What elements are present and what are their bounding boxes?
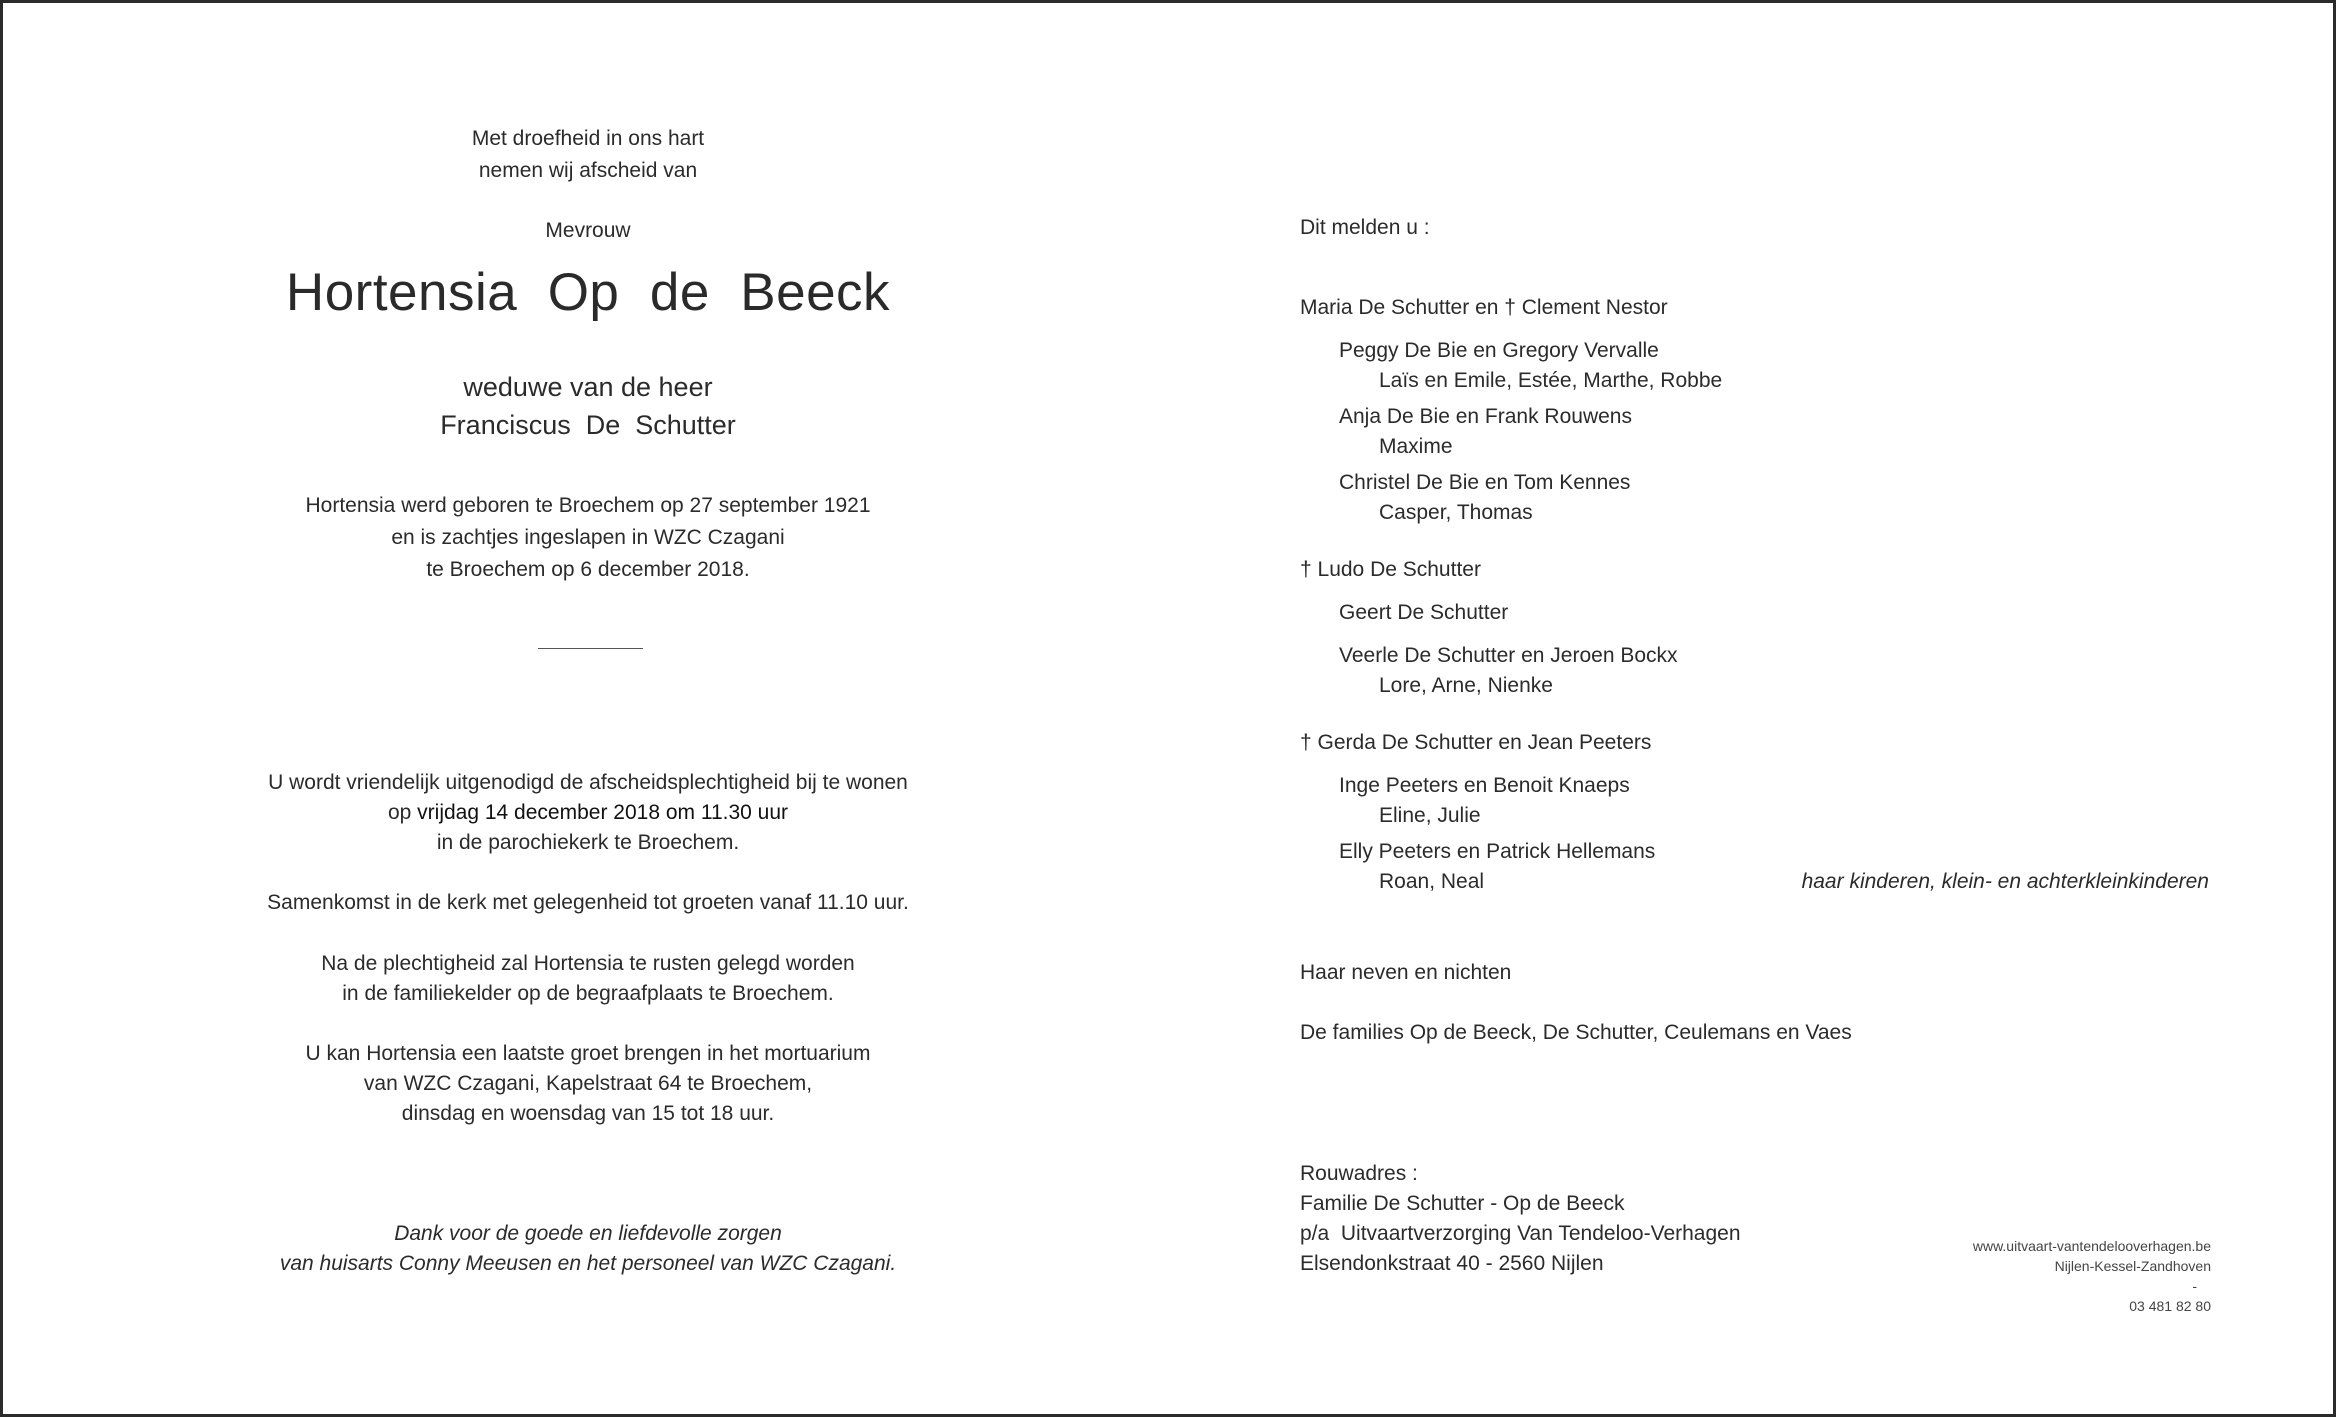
family-branch-2: † Ludo De Schutter xyxy=(1300,558,1481,581)
birth-death-line-2: en is zachtjes ingeslapen in WZC Czagani xyxy=(391,526,785,549)
salutation: Mevrouw xyxy=(545,219,631,242)
visitation-line-3: dinsdag en woensdag van 15 tot 18 uur. xyxy=(401,1102,775,1125)
widow-line: weduwe van de heer xyxy=(463,372,713,402)
family-b2-child-2: Veerle De Schutter en Jeroen Bockx xyxy=(1339,644,1678,667)
undertaker-locations: Nijlen-Kessel-Zandhoven xyxy=(2054,1258,2211,1274)
relatives-line: Haar neven en nichten xyxy=(1300,961,1512,984)
ceremony-prefix: op xyxy=(387,801,412,824)
address-line-2: p/a Uitvaartverzorging Van Tendeloo-Verhagen xyxy=(1300,1222,1741,1245)
family-b1-child-1-kids: Laïs en Emile, Estée, Marthe, Robbe xyxy=(1379,369,1723,392)
undertaker-phone: 03 481 82 80 xyxy=(2129,1298,2211,1314)
ceremony-line-1: U wordt vriendelijk uitgenodigd de afscheidsplechtigheid bij te wonen xyxy=(268,771,908,794)
gathering-line: Samenkomst in de kerk met gelegenheid tot groeten vanaf 11.10 uur. xyxy=(267,891,909,914)
family-b1-child-2: Anja De Bie en Frank Rouwens xyxy=(1339,405,1632,428)
thanks-line-2: van huisarts Conny Meeusen en het personeel van WZC Czagani. xyxy=(279,1252,897,1275)
family-b2-child-1: Geert De Schutter xyxy=(1339,601,1509,624)
divider-rule xyxy=(538,648,643,649)
address-label: Rouwadres : xyxy=(1300,1162,1418,1185)
intro-line-2: nemen wij afscheid van xyxy=(478,159,698,182)
visitation-line-1: U kan Hortensia een laatste groet brengen in het mortuarium xyxy=(305,1042,871,1065)
family-b3-child-1: Inge Peeters en Benoit Knaeps xyxy=(1339,774,1630,797)
family-b3-child-2: Elly Peeters en Patrick Hellemans xyxy=(1339,840,1656,863)
family-b3-child-1-kids: Eline, Julie xyxy=(1379,804,1481,827)
ceremony-line-3: in de parochiekerk te Broechem. xyxy=(436,831,740,854)
intro-line-1: Met droefheid in ons hart xyxy=(471,127,705,150)
burial-line-1: Na de plechtigheid zal Hortensia te rusten gelegd worden xyxy=(321,952,855,975)
visitation-line-2: van WZC Czagani, Kapelstraat 64 te Broechem, xyxy=(363,1072,813,1095)
family-branch-3: † Gerda De Schutter en Jean Peeters xyxy=(1300,731,1652,754)
footer-separator: - xyxy=(2192,1278,2197,1294)
deceased-name: Hortensia Op de Beeck xyxy=(285,263,891,322)
undertaker-footer xyxy=(1891,1236,2211,1316)
birth-death-line-3: te Broechem op 6 december 2018. xyxy=(426,558,750,581)
family-b1-child-1: Peggy De Bie en Gregory Vervalle xyxy=(1339,339,1659,362)
family-b1-child-3-kids: Casper, Thomas xyxy=(1379,501,1533,524)
address-line-3: Elsendonkstraat 40 - 2560 Nijlen xyxy=(1300,1252,1604,1275)
birth-death-line-1: Hortensia werd geboren te Broechem op 27 september 1921 xyxy=(305,494,871,517)
announce-line: Dit melden u : xyxy=(1300,216,1430,239)
thanks-line-1: Dank voor de goede en liefdevolle zorgen xyxy=(394,1222,782,1245)
ceremony-line-2 xyxy=(138,798,1038,828)
family-b1-child-2-kids: Maxime xyxy=(1379,435,1453,458)
family-b3-child-2-kids: Roan, Neal xyxy=(1379,870,1485,893)
family-branch-1: Maria De Schutter en † Clement Nestor xyxy=(1300,296,1668,319)
undertaker-contact xyxy=(1891,1256,2211,1316)
spouse-name: Franciscus De Schutter xyxy=(440,410,736,440)
family-summary: haar kinderen, klein- en achterkleinkinderen xyxy=(1801,870,2209,893)
families-line: De families Op de Beeck, De Schutter, Ceulemans en Vaes xyxy=(1300,1021,1852,1044)
undertaker-website[interactable]: www.uitvaart-vantendelooverhagen.be xyxy=(1972,1238,2211,1254)
address-line-1: Familie De Schutter - Op de Beeck xyxy=(1300,1192,1625,1215)
family-b1-child-3: Christel De Bie en Tom Kennes xyxy=(1339,471,1631,494)
family-b2-child-2-kids: Lore, Arne, Nienke xyxy=(1379,674,1553,697)
ceremony-date: vrijdag 14 december 2018 om 11.30 uur xyxy=(417,801,789,824)
burial-line-2: in de familiekelder op de begraafplaats te Broechem. xyxy=(342,982,834,1005)
